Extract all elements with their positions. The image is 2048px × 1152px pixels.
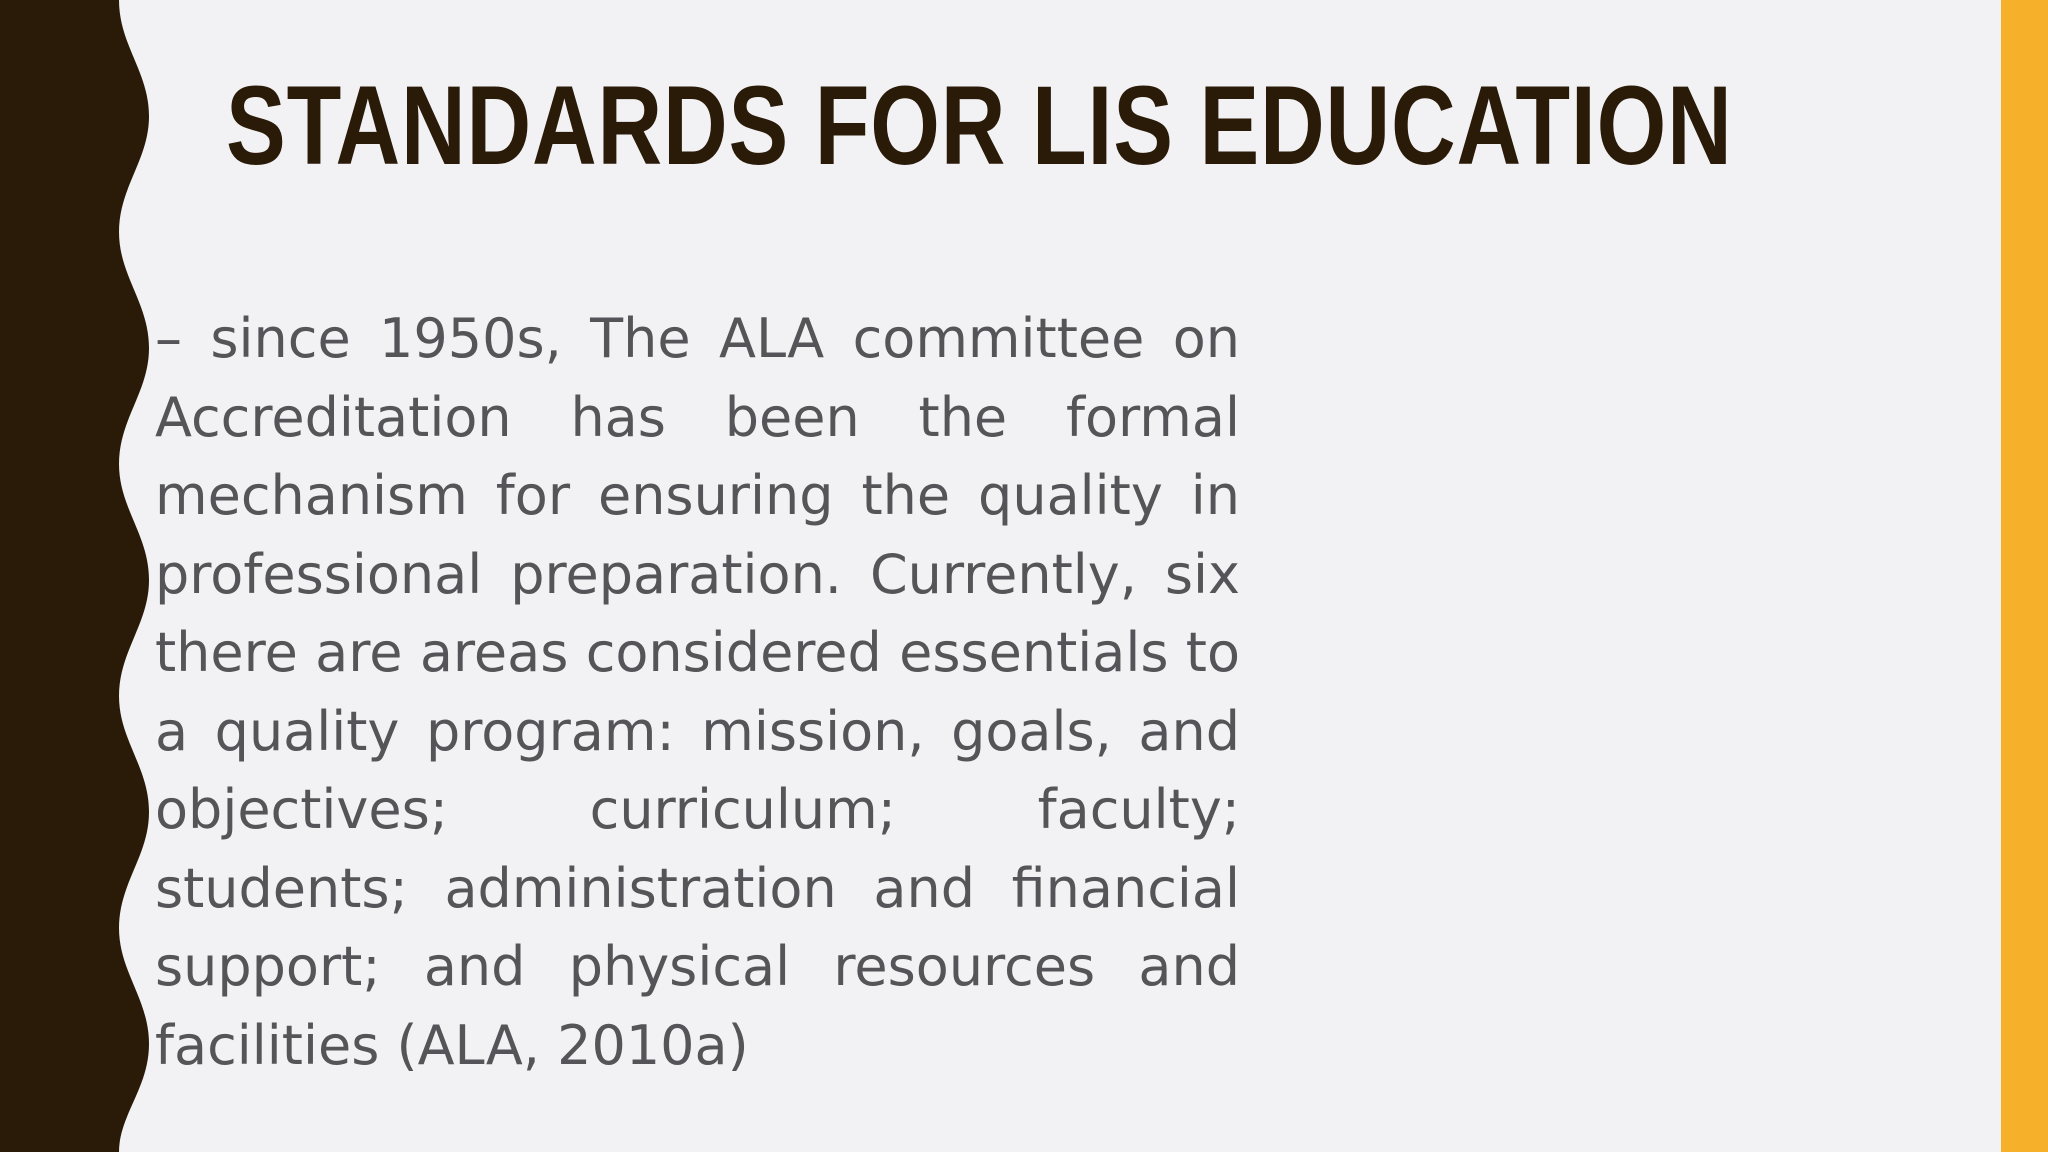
- slide-body-text: – since 1950s, The ALA committee on Accreditation has been the formal mechanism for ensuring the quality in professional preparation. Currently, six there are areas considered essentials to a quality program: mission, goals, and objectives; curriculum; faculty; students; administration and financial support; and physical resources and facilities (ALA, 2010a): [155, 307, 1240, 1077]
- slide-title: STANDARDS FOR LIS EDUCATION: [226, 63, 1733, 188]
- accent-bar-right: [2001, 0, 2048, 1152]
